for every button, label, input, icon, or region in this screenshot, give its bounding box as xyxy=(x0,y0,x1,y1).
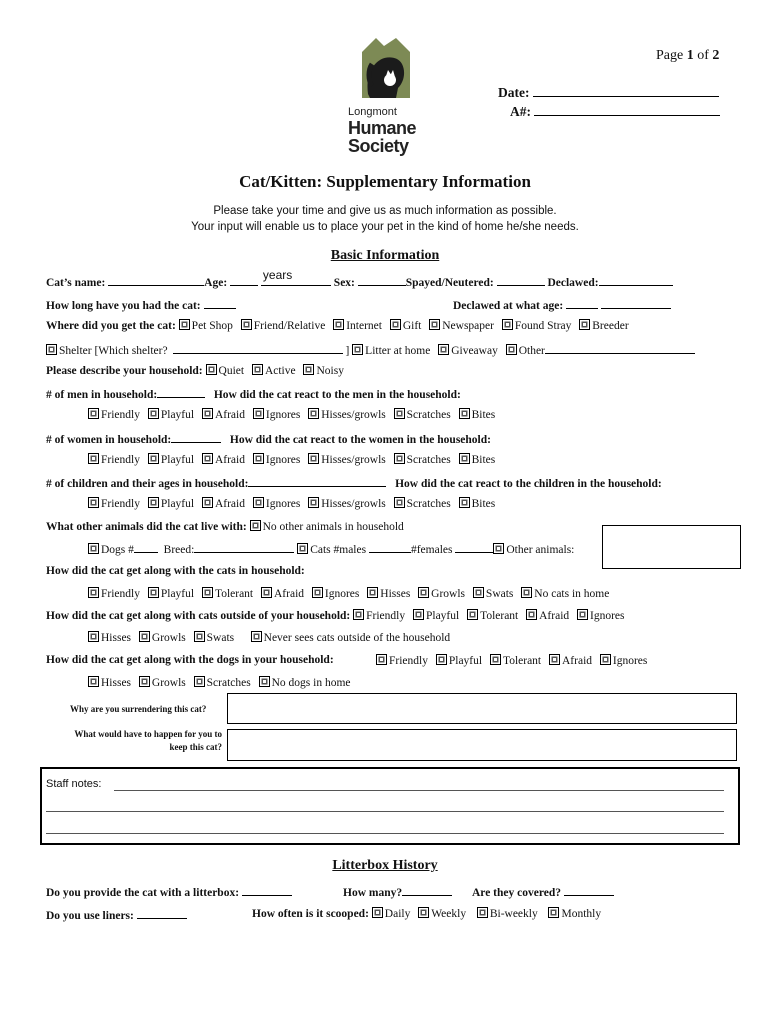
checkbox-icon[interactable] xyxy=(194,631,205,642)
where-gift[interactable]: Gift xyxy=(390,320,422,332)
checkbox-icon[interactable] xyxy=(577,609,588,620)
liners-field[interactable] xyxy=(137,907,187,919)
cat-name-field[interactable] xyxy=(108,274,204,286)
checkbox-icon[interactable] xyxy=(477,907,488,918)
dogs-in-growls[interactable]: Growls xyxy=(139,677,186,689)
men-ignores[interactable]: Ignores xyxy=(253,409,301,421)
where-breeder[interactable]: Breeder xyxy=(579,320,628,332)
other-animals-box[interactable] xyxy=(602,525,741,569)
checkbox-icon[interactable] xyxy=(394,497,405,508)
women-bites[interactable]: Bites xyxy=(459,454,496,466)
checkbox-icon[interactable] xyxy=(88,676,99,687)
checkbox-icon[interactable] xyxy=(376,654,387,665)
row-cats-in: How did the cat get along with the cats in household: xyxy=(46,565,305,577)
women-ignores[interactable]: Ignores xyxy=(253,454,301,466)
covered: Are they covered? xyxy=(472,884,614,899)
children-bites[interactable]: Bites xyxy=(459,498,496,510)
cats-in-growls[interactable]: Growls xyxy=(418,588,465,600)
children-friendly[interactable]: Friendly xyxy=(88,498,140,510)
logo xyxy=(346,36,426,158)
scooped: How often is it scooped: Daily Weekly Bi-weekly Monthly xyxy=(252,908,602,920)
cats-females-field[interactable] xyxy=(455,541,493,553)
checkbox-icon[interactable] xyxy=(502,319,513,330)
covered-field[interactable] xyxy=(564,884,614,896)
basic-info-heading: Basic Information xyxy=(330,248,440,263)
staff-line-1 xyxy=(114,790,724,791)
checkbox-icon[interactable] xyxy=(459,453,470,464)
women-afraid[interactable]: Afraid xyxy=(202,454,245,466)
women-playful[interactable]: Playful xyxy=(148,454,194,466)
dogs-in-options xyxy=(376,654,652,667)
scoop-weekly[interactable]: Weekly xyxy=(418,908,466,920)
cats-out-friendly[interactable]: Friendly xyxy=(353,610,405,622)
row-household: Please describe your household: Quiet Active Noisy xyxy=(46,365,344,377)
checkbox-icon[interactable] xyxy=(297,543,308,554)
cats-in-hisses[interactable]: Hisses xyxy=(367,588,410,600)
a-number-field[interactable]: A#: xyxy=(510,104,720,120)
checkbox-icon[interactable] xyxy=(579,319,590,330)
men-bites[interactable]: Bites xyxy=(459,409,496,421)
women-scratches[interactable]: Scratches xyxy=(394,454,451,466)
row-litter-provide: Do you provide the cat with a litterbox: xyxy=(46,884,292,899)
checkbox-icon[interactable] xyxy=(88,453,99,464)
checkbox-icon[interactable] xyxy=(600,654,611,665)
other-animals-option[interactable]: Other animals: xyxy=(493,544,574,556)
why-surrender-field[interactable] xyxy=(227,693,737,724)
row-how-long: How long have you had the cat: xyxy=(46,297,236,312)
checkbox-icon[interactable] xyxy=(251,631,262,642)
declawed-age-field[interactable] xyxy=(566,297,598,309)
checkbox-icon[interactable] xyxy=(459,408,470,419)
what-happen-label: What would have to happen for you to keep this cat? xyxy=(74,729,222,752)
checkbox-icon[interactable] xyxy=(241,319,252,330)
women-reactions xyxy=(88,453,500,466)
cats-out-swats[interactable]: Swats xyxy=(194,632,234,644)
checkbox-icon[interactable] xyxy=(202,587,213,598)
checkbox-icon[interactable] xyxy=(148,497,159,508)
checkbox-icon[interactable] xyxy=(148,587,159,598)
checkbox-icon[interactable] xyxy=(88,408,99,419)
cats-in-none[interactable]: No cats in home xyxy=(521,588,609,600)
dogs-in-ignores[interactable]: Ignores xyxy=(600,655,648,667)
cats-in-options xyxy=(88,587,614,600)
litterbox-heading: Litterbox History xyxy=(332,858,438,873)
checkbox-icon[interactable] xyxy=(139,676,150,687)
cats-out-never[interactable]: Never sees cats outside of the household xyxy=(251,632,451,644)
checkbox-icon[interactable] xyxy=(521,587,532,598)
checkbox-icon[interactable] xyxy=(308,408,319,419)
checkbox-icon[interactable] xyxy=(429,319,440,330)
checkbox-icon[interactable] xyxy=(148,453,159,464)
dogs-in-tolerant[interactable]: Tolerant xyxy=(490,655,541,667)
cats-out-ignores[interactable]: Ignores xyxy=(577,610,625,622)
row-shelter: Shelter [Which shelter? ] Litter at home Giveaway Other xyxy=(46,342,695,357)
cats-out-growls[interactable]: Growls xyxy=(139,632,186,644)
checkbox-icon[interactable] xyxy=(88,631,99,642)
household-active[interactable]: Active xyxy=(252,365,296,377)
checkbox-icon[interactable] xyxy=(46,344,57,355)
cats-males-field[interactable] xyxy=(369,541,411,553)
checkbox-icon[interactable] xyxy=(88,587,99,598)
children-playful[interactable]: Playful xyxy=(148,498,194,510)
dogs-in-hisses[interactable]: Hisses xyxy=(88,677,131,689)
men-hisses[interactable]: Hisses/growls xyxy=(308,409,386,421)
checkbox-icon[interactable] xyxy=(390,319,401,330)
checkbox-icon[interactable] xyxy=(139,631,150,642)
checkbox-icon[interactable] xyxy=(418,587,429,598)
shelter-field[interactable] xyxy=(173,342,343,354)
checkbox-icon[interactable] xyxy=(253,408,264,419)
where-found-stray[interactable]: Found Stray xyxy=(502,320,572,332)
men-scratches[interactable]: Scratches xyxy=(394,409,451,421)
checkbox-icon[interactable] xyxy=(194,676,205,687)
page-title: Cat/Kitten: Supplementary Information xyxy=(239,172,531,191)
household-quiet[interactable]: Quiet xyxy=(206,365,245,377)
sex-field[interactable] xyxy=(358,274,406,286)
children-reactions xyxy=(88,497,500,510)
checkbox-icon[interactable] xyxy=(367,587,378,598)
dogs-in-playful[interactable]: Playful xyxy=(436,655,482,667)
checkbox-icon[interactable] xyxy=(526,609,537,620)
checkbox-icon[interactable] xyxy=(436,654,447,665)
how-long-field[interactable] xyxy=(204,297,236,309)
checkbox-icon[interactable] xyxy=(179,319,190,330)
dogs-in-options-2 xyxy=(88,676,356,689)
children-field[interactable] xyxy=(248,475,386,487)
row-women: # of women in household: How did the cat react to the women in the household: xyxy=(46,431,491,446)
page-number: Page 1 of 2 xyxy=(656,48,720,63)
cats-in-tolerant[interactable]: Tolerant xyxy=(202,588,253,600)
how-many-field[interactable] xyxy=(402,884,452,896)
checkbox-icon[interactable] xyxy=(438,344,449,355)
children-ignores[interactable]: Ignores xyxy=(253,498,301,510)
dogs-in-none[interactable]: No dogs in home xyxy=(259,677,351,689)
checkbox-icon[interactable] xyxy=(202,497,213,508)
logo-line2: Humane xyxy=(348,118,417,138)
where-pet-shop[interactable]: Pet Shop xyxy=(179,320,233,332)
animals-detail: Dogs # Breed: Cats #males #females Other animals: xyxy=(88,541,574,556)
what-happen-field[interactable] xyxy=(227,729,737,761)
checkbox-icon[interactable] xyxy=(394,453,405,464)
dogs-in-scratches[interactable]: Scratches xyxy=(194,677,251,689)
checkbox-icon[interactable] xyxy=(252,364,263,375)
women-count-field[interactable] xyxy=(171,431,221,443)
declawed-age: Declawed at what age: xyxy=(453,297,671,312)
checkbox-icon[interactable] xyxy=(353,609,364,620)
cats-in-afraid[interactable]: Afraid xyxy=(261,588,304,600)
cats-out-options-2 xyxy=(88,631,450,644)
checkbox-icon[interactable] xyxy=(312,587,323,598)
cats-in-friendly[interactable]: Friendly xyxy=(88,588,140,600)
breed-field[interactable] xyxy=(194,541,294,553)
children-afraid[interactable]: Afraid xyxy=(202,498,245,510)
scoop-daily[interactable]: Daily xyxy=(372,908,411,920)
row-cat-name: Cat’s name: Age: years Sex: Spayed/Neutered: Declawed: xyxy=(46,274,673,289)
dogs-in-friendly[interactable]: Friendly xyxy=(376,655,428,667)
men-count-field[interactable] xyxy=(157,386,205,398)
checkbox-icon[interactable] xyxy=(206,364,217,375)
checkbox-icon[interactable] xyxy=(148,408,159,419)
age-years-field[interactable]: years xyxy=(261,274,331,286)
checkbox-icon[interactable] xyxy=(253,453,264,464)
other-field[interactable] xyxy=(545,342,695,354)
row-cats-out: How did the cat get along with cats outside of your household: Friendly Playful Tolerant Afraid Ignores xyxy=(46,610,625,622)
checkbox-icon[interactable] xyxy=(303,364,314,375)
women-friendly[interactable]: Friendly xyxy=(88,454,140,466)
row-men: # of men in household: How did the cat react to the men in the household: xyxy=(46,386,461,401)
cats-out-tolerant[interactable]: Tolerant xyxy=(467,610,518,622)
cats-in-ignores[interactable]: Ignores xyxy=(312,588,360,600)
men-friendly[interactable]: Friendly xyxy=(88,409,140,421)
staff-line-3 xyxy=(46,833,724,834)
no-other-animals[interactable]: No other animals in household xyxy=(250,521,404,533)
checkbox-icon[interactable] xyxy=(202,408,213,419)
checkbox-icon[interactable] xyxy=(418,907,429,918)
checkbox-icon[interactable] xyxy=(394,408,405,419)
spayed-field[interactable] xyxy=(497,274,545,286)
cats-option[interactable]: Cats #males xyxy=(297,544,366,556)
checkbox-icon[interactable] xyxy=(473,587,484,598)
children-hisses[interactable]: Hisses/growls xyxy=(308,498,386,510)
checkbox-icon[interactable] xyxy=(548,907,559,918)
checkbox-icon[interactable] xyxy=(250,520,261,531)
row-liners: Do you use liners: xyxy=(46,907,187,922)
where-shelter[interactable]: Shelter [Which shelter? xyxy=(46,345,168,357)
where-newspaper[interactable]: Newspaper xyxy=(429,320,494,332)
checkbox-icon[interactable] xyxy=(261,587,272,598)
intro-line-1: Please take your time and give us as much information as possible. xyxy=(213,205,557,217)
dogs-option[interactable]: Dogs # xyxy=(88,544,134,556)
checkbox-icon[interactable] xyxy=(372,907,383,918)
checkbox-icon[interactable] xyxy=(459,497,470,508)
checkbox-icon[interactable] xyxy=(333,319,344,330)
declawed-field[interactable] xyxy=(599,274,673,286)
where-internet[interactable]: Internet xyxy=(333,320,382,332)
checkbox-icon[interactable] xyxy=(413,609,424,620)
intro-line-2: Your input will enable us to place your pet in the kind of home he/she needs. xyxy=(191,221,579,233)
how-many: How many? xyxy=(343,884,452,899)
where-giveaway[interactable]: Giveaway xyxy=(438,345,498,357)
row-children: # of children and their ages in household: How did the cat react to the children in the household: xyxy=(46,475,662,490)
checkbox-icon[interactable] xyxy=(308,497,319,508)
where-litter[interactable]: Litter at home xyxy=(352,345,430,357)
men-reactions xyxy=(88,408,500,421)
men-playful[interactable]: Playful xyxy=(148,409,194,421)
checkbox-icon[interactable] xyxy=(259,676,270,687)
checkbox-icon[interactable] xyxy=(352,344,363,355)
checkbox-icon[interactable] xyxy=(490,654,501,665)
cats-in-playful[interactable]: Playful xyxy=(148,588,194,600)
household-noisy[interactable]: Noisy xyxy=(303,365,343,377)
men-afraid[interactable]: Afraid xyxy=(202,409,245,421)
checkbox-icon[interactable] xyxy=(467,609,478,620)
row-dogs-in: How did the cat get along with the dogs in your household: xyxy=(46,654,334,666)
age-field[interactable] xyxy=(230,274,258,286)
why-surrender-label: Why are you surrendering this cat? xyxy=(70,704,207,714)
checkbox-icon[interactable] xyxy=(506,344,517,355)
row-where: Where did you get the cat: Pet Shop Friend/Relative Internet Gift Newspaper Found Stray Breeder xyxy=(46,320,629,332)
dogs-in-afraid[interactable]: Afraid xyxy=(549,655,592,667)
logo-line3: Society xyxy=(348,136,409,156)
humane-society-logo-icon xyxy=(346,36,426,106)
where-other[interactable]: Other xyxy=(506,345,545,357)
where-friend[interactable]: Friend/Relative xyxy=(241,320,326,332)
checkbox-icon[interactable] xyxy=(253,497,264,508)
row-other-animals: What other animals did the cat live with: No other animals in household xyxy=(46,521,404,533)
children-scratches[interactable]: Scratches xyxy=(394,498,451,510)
staff-line-2 xyxy=(46,811,724,812)
checkbox-icon[interactable] xyxy=(308,453,319,464)
checkbox-icon[interactable] xyxy=(202,453,213,464)
cats-out-afraid[interactable]: Afraid xyxy=(526,610,569,622)
provide-field[interactable] xyxy=(242,884,292,896)
cats-in-swats[interactable]: Swats xyxy=(473,588,513,600)
women-hisses[interactable]: Hisses/growls xyxy=(308,454,386,466)
scoop-monthly[interactable]: Monthly xyxy=(548,908,601,920)
date-field[interactable]: Date: xyxy=(498,85,719,101)
staff-notes-box[interactable] xyxy=(40,767,740,845)
scoop-biweekly[interactable]: Bi-weekly xyxy=(477,908,538,920)
dogs-count-field[interactable] xyxy=(134,541,158,553)
logo-line1: Longmont xyxy=(348,106,397,118)
checkbox-icon[interactable] xyxy=(88,497,99,508)
checkbox-icon[interactable] xyxy=(493,543,504,554)
checkbox-icon[interactable] xyxy=(549,654,560,665)
checkbox-icon[interactable] xyxy=(88,543,99,554)
cats-out-playful[interactable]: Playful xyxy=(413,610,459,622)
staff-notes-label: Staff notes: xyxy=(46,778,102,790)
cats-out-hisses[interactable]: Hisses xyxy=(88,632,131,644)
